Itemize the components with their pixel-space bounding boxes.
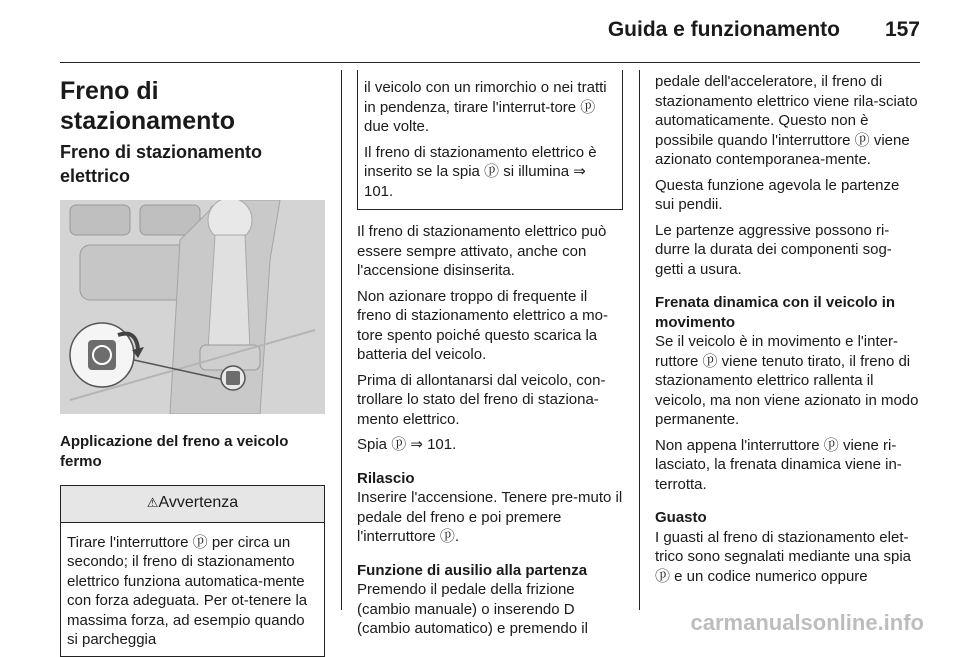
figure-caption: Applicazione del freno a veicolo fermo bbox=[60, 433, 289, 470]
watermark: carmanualsonline.info bbox=[690, 610, 924, 635]
column-divider-1 bbox=[341, 70, 342, 610]
column-1 bbox=[60, 72, 325, 657]
subheading-guasto: Guasto bbox=[655, 509, 707, 526]
subheading-frenata-dinamica: Frenata dinamica con il veicolo in movimento bbox=[655, 294, 896, 331]
page-header bbox=[60, 18, 920, 64]
paragraph: Prima di allontanarsi dal veicolo, con-trollare lo stato del freno di staziona-mento elettrico. bbox=[357, 371, 606, 428]
console-illustration bbox=[60, 200, 325, 414]
warning-box bbox=[60, 485, 325, 657]
section-title: Guida e funzionamento bbox=[607, 18, 840, 41]
page-number: 157 bbox=[884, 18, 920, 41]
warning-body: Tirare l'interruttore ⓟ per circa un secondo; il freno di stazionamento elettrico funziona automatica-mente con forza adeguata. Per ot-tenere la massima forza, ad esempio quando si parcheggia bbox=[67, 533, 308, 648]
section-subtitle: Freno di stazionamento elettrico bbox=[60, 142, 263, 186]
warning-continued-text-2: Il freno di stazionamento elettrico è inserito se la spia ⓟ si illumina ⇒ 101. bbox=[364, 143, 597, 200]
warning-title: Avvertenza bbox=[158, 494, 239, 511]
paragraph: Il freno di stazionamento elettrico può essere sempre attivato, anche con l'accensione disinserita. bbox=[357, 223, 607, 279]
column-2 bbox=[357, 72, 623, 645]
page-title: Freno di stazionamento bbox=[60, 77, 236, 135]
subheading-ausilio: Funzione di ausilio alla partenza bbox=[357, 561, 588, 579]
warning-header bbox=[61, 486, 324, 523]
paragraph: Non azionare troppo di frequente il freno di stazionamento elettrico a mo-tore spento poiché questo scarica la batteria del veicolo. bbox=[357, 287, 608, 363]
paragraph: Se il veicolo è in movimento e l'inter-ruttore ⓟ viene tenuto tirato, il freno di stazionamento elettrico rallenta il veicolo, ma non viene azionato in modo permanente. bbox=[655, 333, 919, 428]
header-rule bbox=[60, 62, 920, 63]
subheading-rilascio: Rilascio bbox=[357, 469, 415, 487]
paragraph: Spia ⓟ ⇒ 101. bbox=[357, 436, 457, 453]
paragraph: pedale dell'acceleratore, il freno di stazionamento elettrico viene rila-sciato automaticamente. Questo non è possibile quando l'interruttore ⓟ viene azionato contemporanea-mente. bbox=[655, 73, 918, 168]
paragraph: Non appena l'interruttore ⓟ viene ri-lasciato, la frenata dinamica viene in-terrotta. bbox=[655, 436, 902, 493]
figure-parking-brake-switch bbox=[60, 200, 325, 414]
column-3 bbox=[655, 72, 920, 592]
column-divider-2 bbox=[639, 70, 640, 610]
warning-box-continued bbox=[357, 70, 623, 210]
paragraph: Premendo il pedale della frizione (cambio manuale) o inserendo D (cambio automatico) e premendo il bbox=[357, 581, 588, 637]
paragraph: I guasti al freno di stazionamento elet-trico sono segnalati mediante una spia ⓟ e un codice numerico oppure bbox=[655, 528, 911, 585]
paragraph: Le partenze aggressive possono ri-durre la durata dei componenti sog-getti a usura. bbox=[655, 221, 892, 278]
warning-continued-text: il veicolo con un rimorchio o nei tratti in pendenza, tirare l'interrut-tore ⓟ due volte. bbox=[364, 79, 607, 135]
paragraph: Inserire l'accensione. Tenere pre-muto il pedale del freno e poi premere l'interruttore ⓟ. bbox=[357, 489, 623, 545]
paragraph: Questa funzione agevola le partenze sui pendii. bbox=[655, 176, 900, 213]
warning-icon: ⚠ bbox=[146, 496, 159, 511]
